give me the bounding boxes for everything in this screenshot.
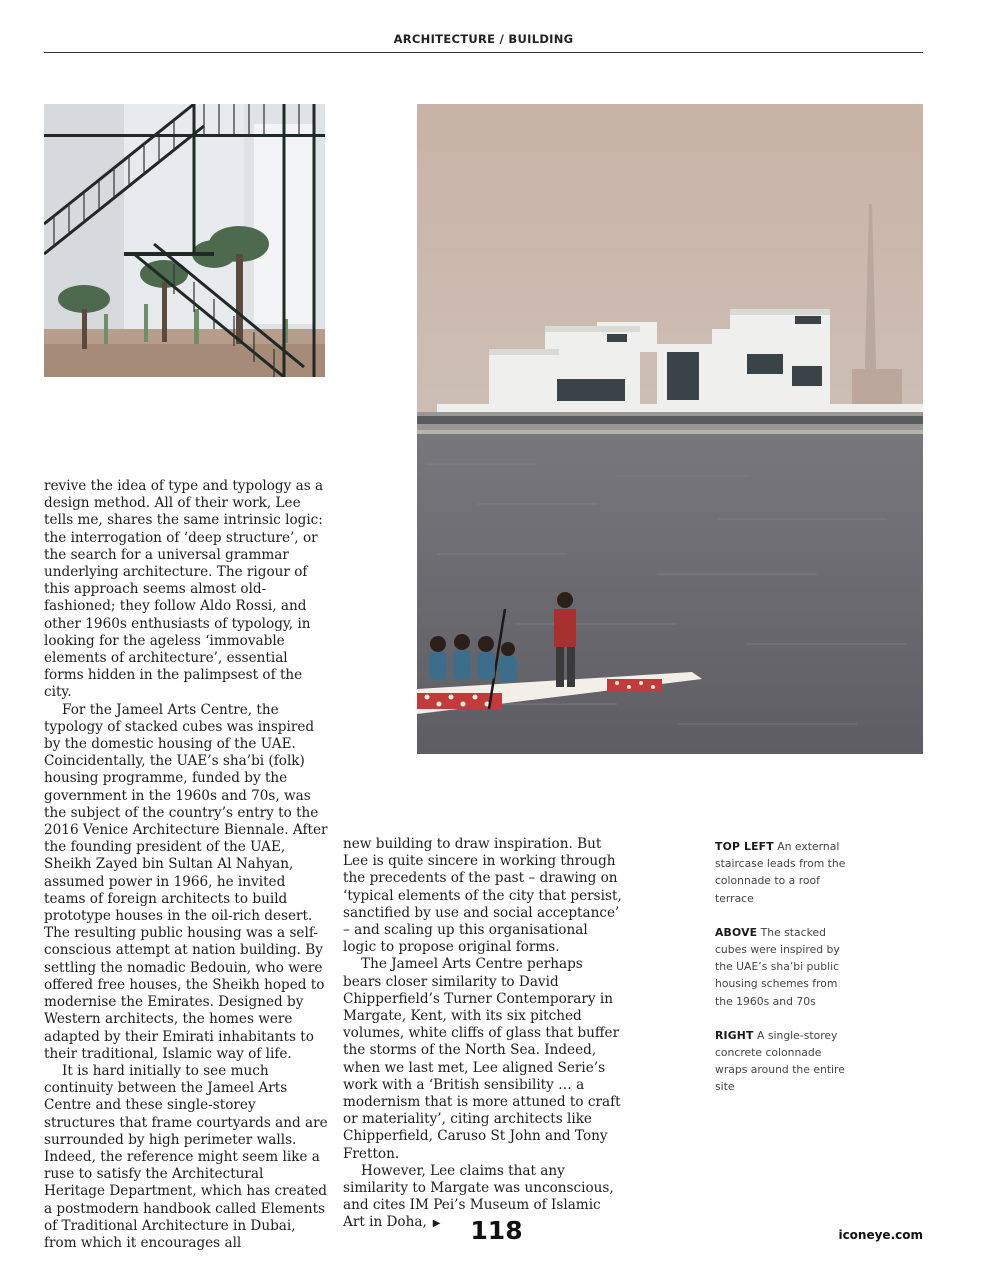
caption-key: TOP LEFT [715,840,774,853]
photo-captions [715,838,855,1113]
continue-arrow-icon: ▶ [432,1218,441,1230]
caption-text: The stacked cubes were inspired by the UAE’s sha’bi public housing schemes from the 1960s and 70s [715,925,840,1008]
caption-key: RIGHT [715,1028,754,1042]
header-rule [44,52,923,53]
staircase-photo [44,104,325,377]
arts-centre-photo [417,104,923,754]
caption-top-left [715,838,855,907]
caption-key: ABOVE [715,925,758,939]
page-number: 118 [470,1216,523,1245]
section-header: ARCHITECTURE / BUILDING [393,32,574,46]
paragraph: new building to draw inspiration. But Lee is quite sincere in working through the precedents of the past – drawing on ‘typical elements of the city that persist, sanctified by use and social acceptance’ – and scaling up this organisational logic to propose original forms. [343,836,622,956]
paragraph: revive the idea of type and typology as a design method. All of their work, Lee tells me, shares the same intrinsic logic: the interrogation of ‘deep structure’, or the search for a universal grammar underlying architecture. The rigour of this approach seems almost old-fashioned; they follow Aldo Rossi, and other 1960s enthusiasts of typology, in looking for the ageless ‘immovable elements of architecture’, essential forms hidden in the palimpsest of the city. [44,478,324,701]
caption-above [715,924,855,1010]
caption-right [715,1027,855,1096]
paragraph: It is hard initially to see much continuity between the Jameel Arts Centre and these single-storey structures that frame courtyards and are surrounded by high perimeter walls. Indeed, the reference might seem like a ruse to satisfy the Architectural Heritage Department, which has created a postmodern handbook called Elements of Traditional Architecture in Dubai, from which it encourages all [44,1062,328,1251]
caption-text: A single-storey concrete colonnade wraps around the entire site [715,1028,845,1094]
article-column-2 [343,836,625,1233]
paragraph: The Jameel Arts Centre perhaps bears closer similarity to David Chipperfield’s Turner Contemporary in Margate, Kent, with its six pitched volumes, white cliffs of glass that buffer the storms of the North Sea. Indeed, when we last met, Lee aligned Serie’s work with a ‘British sensibility … a modernism that is more attuned to craft or materiality’, citing architects like Chipperfield, Caruso St John and Tony Fretton. [343,956,621,1162]
caption-text: An external staircase leads from the colonnade to a roof terrace [715,840,846,905]
paragraph-text: However, Lee claims that any similarity to Margate was unconscious, and cites IM Pei’s Museum of Islamic Art in Doha, [343,1162,614,1231]
website-link[interactable]: iconeye.com [838,1228,923,1242]
paragraph: For the Jameel Arts Centre, the typology of stacked cubes was inspired by the domestic housing of the UAE. Coincidentally, the UAE’s sha’bi (folk) housing programme, funded by the government in the 1960s and 70s, was the subject of the country’s entry to the 2016 Venice Architecture Biennale. After the founding president of the UAE, Sheikh Zayed bin Sultan Al Nahyan, assumed power in 1966, he invited teams of foreign architects to build prototype houses in the oil-rich desert. The resulting public housing was a self-conscious attempt at nation building. By settling the nomadic Bedouin, who were offered free houses, the Sheikh hoped to modernise the Emirates. Designed by Western architects, the homes were adapted by their Emirati inhabitants to their traditional, Islamic way of life. [44,701,328,1062]
article-column-1 [44,478,328,1252]
